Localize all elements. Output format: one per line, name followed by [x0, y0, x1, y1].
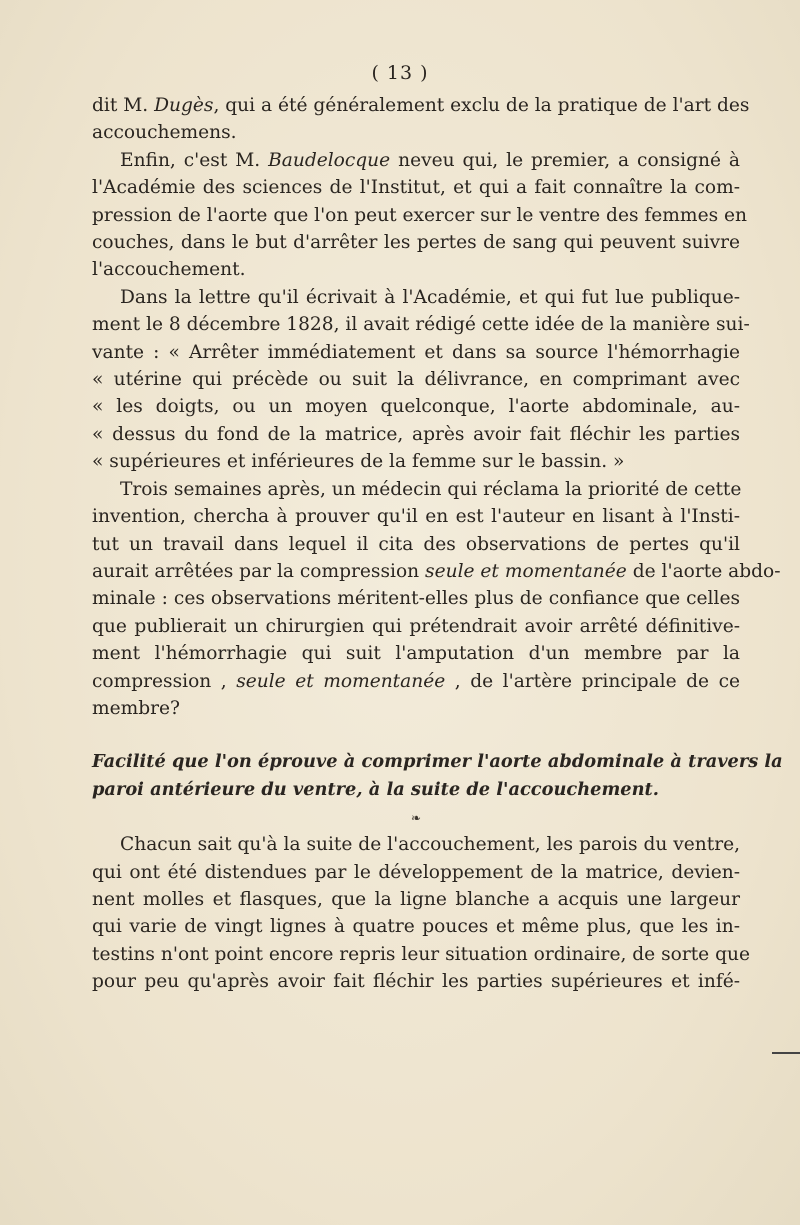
text-line: Enfin, c'est M. Baudelocque neveu qui, le premier, a consigné à	[120, 149, 741, 171]
page-number: ( 13 )	[371, 62, 429, 84]
paragraph-1	[92, 92, 750, 147]
heading-line: Facilité que l'on éprouve à comprimer l'aorte abdominale à travers la	[92, 751, 783, 773]
paragraph-5	[92, 831, 750, 995]
separator-ornament: ❧	[410, 811, 422, 826]
section-heading	[92, 748, 783, 803]
paragraph-2	[92, 147, 748, 284]
text-line: membre?	[92, 697, 181, 719]
heading-line: paroi antérieure du ventre, à la suite de l'accouchement.	[92, 778, 659, 800]
text-line: l'accouchement.	[92, 259, 246, 281]
text-line: compression , seule et momentanée , de l'artère principale de ce	[92, 670, 740, 692]
text-line: accouchemens.	[92, 122, 237, 144]
body-text	[92, 92, 783, 996]
text-line: couches, dans le but d'arrêter les pertes de sang qui peuvent suivre	[92, 232, 740, 254]
text-line: aurait arrêtées par la compression seule et momentanée de l'aorte abdo-	[92, 560, 781, 582]
text-line: Chacun sait qu'à la suite de l'accouchement, les parois du ventre,	[120, 834, 740, 856]
text-line: invention, chercha à prouver qu'il en est l'auteur en lisant à l'Insti-	[92, 506, 740, 528]
text-line: nent molles et flasques, que la ligne blanche a acquis une largeur	[92, 888, 740, 910]
text-line: ment l'hémorrhagie qui suit l'amputation d'un membre par la	[92, 643, 740, 665]
quote-line: « supérieures et inférieures de la femme sur le bassin. »	[92, 451, 625, 473]
text-line: l'Académie des sciences de l'Institut, et qui a fait connaître la com-	[92, 177, 740, 199]
text-line: que publierait un chirurgien qui prétendrait avoir arrêté définitive-	[92, 615, 740, 637]
text-line: pour peu qu'après avoir fait fléchir les parties supérieures et infé-	[92, 971, 740, 993]
page-edge-mark	[772, 1052, 800, 1054]
quote-line: « dessus du fond de la matrice, après avoir fait fléchir les parties	[92, 423, 740, 445]
text-line: tut un travail dans lequel il cita des observations de pertes qu'il	[92, 533, 740, 555]
text-line: minale : ces observations méritent-elles plus de confiance que celles	[92, 588, 740, 610]
paragraph-4	[92, 476, 781, 723]
text-line: qui varie de vingt lignes à quatre pouces et même plus, que les in-	[92, 916, 740, 938]
paragraph-3	[92, 284, 750, 476]
text-line: ment le 8 décembre 1828, il avait rédigé cette idée de la manière sui-	[92, 314, 750, 336]
quote-line: « les doigts, ou un moyen quelconque, l'aorte abdominale, au-	[92, 396, 740, 418]
text-line: dit M. Dugès, qui a été généralement exclu de la pratique de l'art des	[92, 95, 750, 116]
text-line: vante : « Arrêter immédiatement et dans sa source l'hémorrhagie	[92, 341, 740, 363]
text-line: Dans la lettre qu'il écrivait à l'Académie, et qui fut lue publique-	[120, 286, 740, 308]
text-line: testins n'ont point encore repris leur situation ordinaire, de sorte que	[92, 943, 750, 965]
quote-line: « utérine qui précède ou suit la délivrance, en comprimant avec	[92, 369, 740, 391]
text-line: qui ont été distendues par le développement de la matrice, devien-	[92, 861, 740, 883]
text-line: pression de l'aorte que l'on peut exercer sur le ventre des femmes en	[92, 204, 748, 226]
text-line: Trois semaines après, un médecin qui réclama la priorité de cette	[120, 478, 742, 500]
